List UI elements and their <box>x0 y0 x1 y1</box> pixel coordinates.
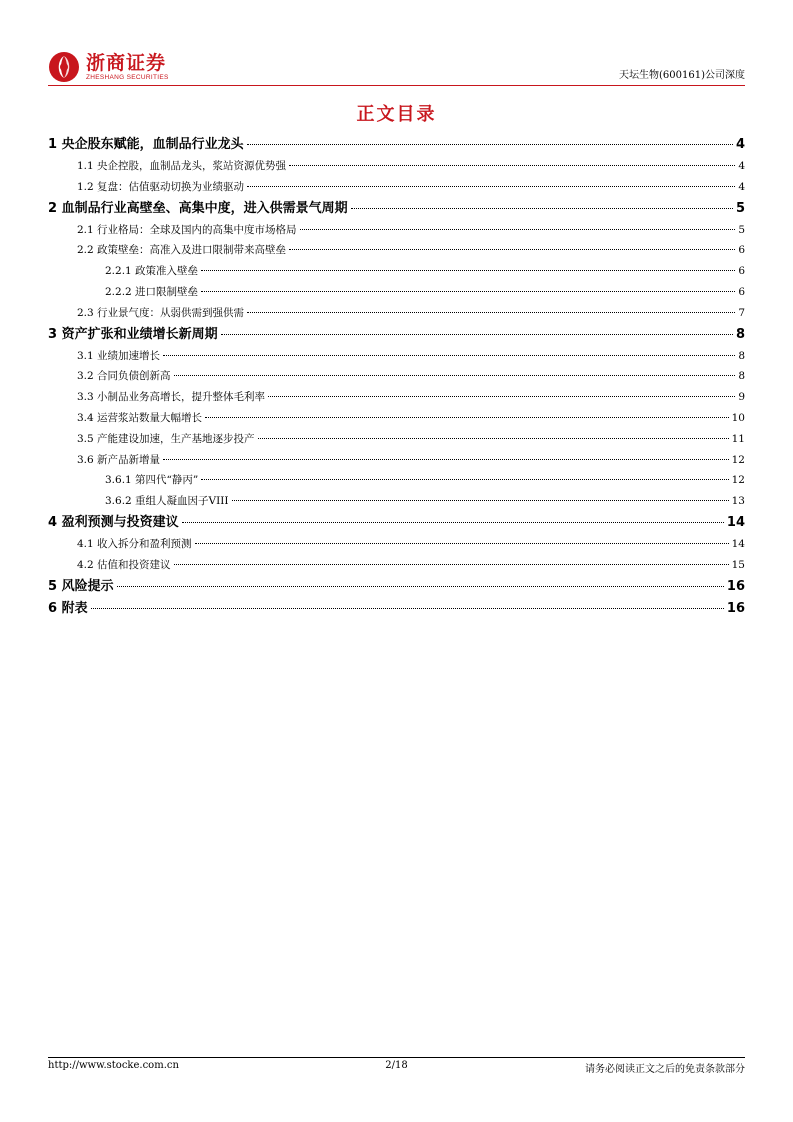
toc-entry-page: 6 <box>738 265 745 278</box>
toc-entry-page: 12 <box>731 453 745 466</box>
toc-entry-page: 6 <box>738 244 745 257</box>
dot-leader <box>247 312 735 313</box>
toc-entry-label: 1.2 复盘：估值驱动切换为业绩驱动 <box>77 180 245 193</box>
toc-entry-level2[interactable] <box>48 346 745 367</box>
toc-entry-label: 3.6.1 第四代“静丙” <box>105 474 199 487</box>
toc-entry-level3[interactable] <box>48 491 745 512</box>
toc-entry-page: 13 <box>731 495 745 508</box>
dot-leader <box>247 144 733 145</box>
footer-divider <box>48 1057 745 1058</box>
toc-entry-label: 1 央企股东赋能，血制品行业龙头 <box>48 137 244 152</box>
toc-entry-level3[interactable] <box>48 282 745 303</box>
toc-entry-label: 3.3 小制品业务高增长，提升整体毛利率 <box>77 391 266 404</box>
toc-entry-level2[interactable] <box>48 555 745 576</box>
dot-leader <box>289 249 735 250</box>
toc-entry-page: 8 <box>738 370 745 383</box>
company-logo <box>48 50 169 84</box>
toc-entry-level1[interactable] <box>48 198 745 220</box>
dot-leader <box>163 459 729 460</box>
dot-leader <box>201 270 735 271</box>
toc-title: 正文目录 <box>356 104 437 125</box>
footer-url[interactable]: http://www.stocke.com.cn <box>48 1060 179 1071</box>
brand-name-cn: 浙商证券 <box>86 51 167 74</box>
toc-entry-level2[interactable] <box>48 240 745 261</box>
dot-leader <box>163 355 735 356</box>
toc-entry-label: 3.6.2 重组人凝血因子VIII <box>105 495 229 508</box>
toc-entry-level1[interactable] <box>48 512 745 534</box>
dot-leader <box>232 500 729 501</box>
toc-entry-level2[interactable] <box>48 177 745 198</box>
dot-leader <box>258 438 729 439</box>
toc-entry-label: 2.1 行业格局：全球及国内的高集中度市场格局 <box>77 223 297 236</box>
footer-disclaimer: 请务必阅读正文之后的免责条款部分 <box>585 1064 745 1075</box>
dot-leader <box>201 291 735 292</box>
toc-entry-level2[interactable] <box>48 450 745 471</box>
toc-entry-level2[interactable] <box>48 366 745 387</box>
toc-entry-level1[interactable] <box>48 324 745 346</box>
report-identifier: 天坛生物(600161)公司深度 <box>619 70 745 81</box>
toc-entry-level2[interactable] <box>48 387 745 408</box>
toc-entry-page: 15 <box>731 558 745 571</box>
toc-entry-label: 2.2.1 政策准入壁垒 <box>105 265 199 278</box>
dot-leader <box>289 165 735 166</box>
dot-leader <box>174 564 729 565</box>
page-header <box>48 48 745 88</box>
dot-leader <box>91 608 724 609</box>
toc-entry-label: 3.6 新产品新增量 <box>77 453 161 466</box>
toc-entry-label: 5 风险提示 <box>48 578 114 594</box>
toc-entry-level2[interactable] <box>48 303 745 324</box>
toc-entry-label: 4.2 估值和投资建议 <box>77 558 171 571</box>
toc-entry-level3[interactable] <box>48 470 745 491</box>
toc-entry-label: 2 血制品行业高壁垒、高集中度，进入供需景气周期 <box>48 200 348 216</box>
header-divider <box>48 85 745 86</box>
toc-entry-level1[interactable] <box>48 134 745 156</box>
dot-leader <box>195 543 729 544</box>
dot-leader <box>247 186 735 187</box>
toc-entry-label: 3.5 产能建设加速，生产基地逐步投产 <box>77 432 255 445</box>
toc-entry-page: 8 <box>738 349 745 362</box>
toc-entry-label: 3.1 业绩加速增长 <box>77 349 161 362</box>
toc-entry-label: 3 资产扩张和业绩增长新周期 <box>48 326 218 342</box>
toc-entry-page: 16 <box>726 600 745 616</box>
toc-entry-label: 2.2.2 进口限制壁垒 <box>105 285 199 298</box>
toc-entry-label: 1.1 央企控股，血制品龙头，浆站资源优势强 <box>77 160 287 172</box>
dot-leader <box>268 396 735 397</box>
dot-leader <box>201 479 728 480</box>
toc-entry-page: 4 <box>738 180 745 193</box>
page-number: 2/18 <box>385 1060 408 1071</box>
dot-leader <box>205 417 729 418</box>
table-of-contents <box>48 134 745 620</box>
toc-entry-label: 4 盈利预测与投资建议 <box>48 514 179 530</box>
toc-entry-page: 14 <box>726 514 745 530</box>
dot-leader <box>174 375 736 376</box>
toc-entry-page: 7 <box>738 306 745 319</box>
toc-entry-label: 3.4 运营浆站数量大幅增长 <box>77 411 203 424</box>
toc-entry-page: 10 <box>731 411 745 424</box>
toc-entry-page: 5 <box>738 223 745 236</box>
toc-entry-page: 12 <box>731 474 745 487</box>
toc-entry-level3[interactable] <box>48 261 745 282</box>
toc-entry-page: 9 <box>738 391 745 404</box>
toc-entry-page: 4 <box>738 160 745 172</box>
dot-leader <box>300 229 736 230</box>
toc-entry-level2[interactable] <box>48 429 745 450</box>
toc-entry-level2[interactable] <box>48 156 745 177</box>
brand-name-en: ZHESHANG SECURITIES <box>86 73 169 81</box>
toc-entry-page: 14 <box>731 537 745 550</box>
toc-entry-level2[interactable] <box>48 408 745 429</box>
dot-leader <box>351 208 733 209</box>
dot-leader <box>221 334 733 335</box>
dot-leader <box>182 522 724 523</box>
toc-entry-label: 2.3 行业景气度：从弱供需到强供需 <box>77 306 245 319</box>
dot-leader <box>117 586 724 587</box>
toc-entry-page: 11 <box>731 432 745 445</box>
toc-entry-label: 6 附表 <box>48 600 88 616</box>
toc-entry-page: 8 <box>735 326 745 342</box>
toc-entry-level2[interactable] <box>48 220 745 241</box>
zheshang-logo-icon <box>48 51 80 83</box>
toc-entry-page: 4 <box>735 137 745 152</box>
toc-entry-level2[interactable] <box>48 534 745 555</box>
toc-entry-page: 6 <box>738 285 745 298</box>
toc-entry-label: 4.1 收入拆分和盈利预测 <box>77 537 192 550</box>
toc-entry-level1[interactable] <box>48 576 745 598</box>
toc-entry-page: 5 <box>735 200 745 216</box>
toc-entry-label: 2.2 政策壁垒：高准入及进口限制带来高壁垒 <box>77 244 287 257</box>
toc-entry-level1[interactable] <box>48 598 745 620</box>
toc-entry-label: 3.2 合同负债创新高 <box>77 370 171 383</box>
toc-entry-page: 16 <box>726 578 745 594</box>
